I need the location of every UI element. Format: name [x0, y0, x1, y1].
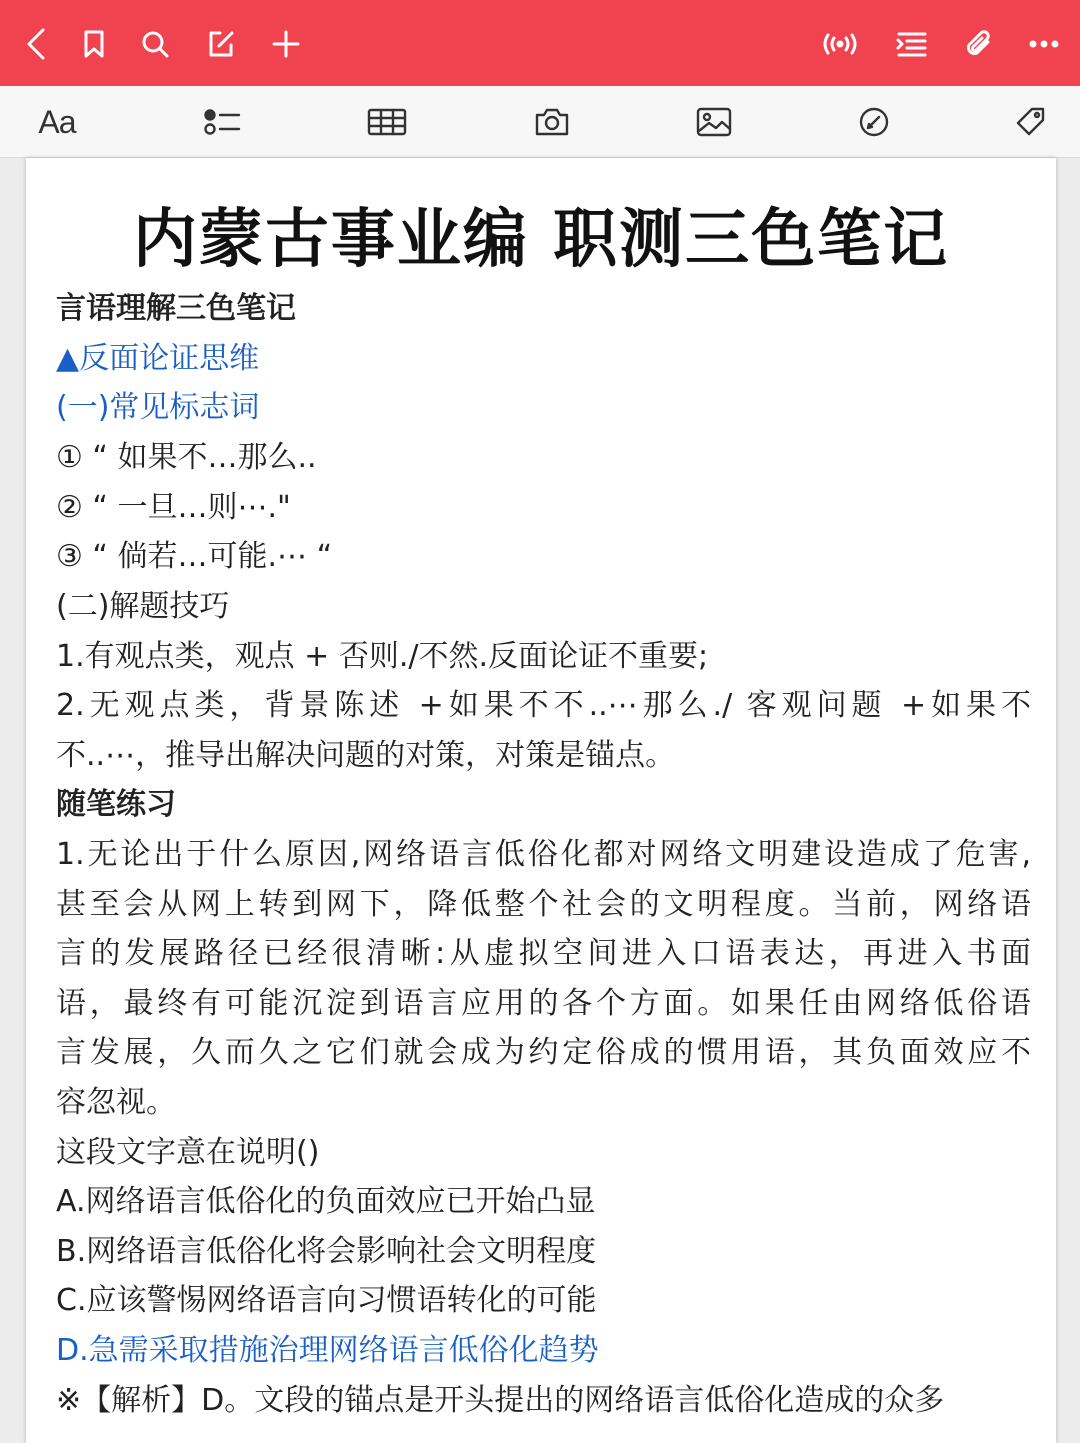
- marker-item: ① “ 如果不…那么..: [56, 440, 317, 475]
- passage-line: 言的发展路径已经很清晰:从虚拟空间进入口语表达，再进入书面: [56, 936, 1031, 971]
- option-c: C.应该警惕网络语言向习惯语转化的可能: [56, 1283, 597, 1318]
- attachment-icon[interactable]: [957, 22, 1001, 66]
- tip-line: 2.无观点类，背景陈述 +如果不不..⋯那么./ 客观问题 +如果不: [56, 688, 1031, 723]
- passage-line: 言发展，久而久之它们就会成为约定俗成的惯用语，其负面效应不: [56, 1035, 1031, 1070]
- edit-icon[interactable]: [199, 22, 243, 66]
- image-icon[interactable]: [692, 100, 736, 144]
- option-a: A.网络语言低俗化的负面效应已开始凸显: [56, 1184, 596, 1219]
- search-icon[interactable]: [133, 22, 177, 66]
- bookmark-icon[interactable]: [72, 22, 116, 66]
- subheading-tips: (二)解题技巧: [56, 589, 230, 624]
- tip-line: 1.有观点类，观点 + 否则./不然.反面论证不重要;: [56, 639, 709, 674]
- tip-line: 不..⋯，推导出解决问题的对策，对策是锚点。: [56, 738, 676, 773]
- passage-line: 容忽视。: [56, 1085, 176, 1120]
- passage-line: 1.无论出于什么原因,网络语言低俗化都对网络文明建设造成了危害,: [56, 837, 1031, 872]
- topic-heading: ▲反面论证思维: [56, 341, 260, 376]
- passage-line: 语，最终有可能沉淀到语言应用的各个方面。如果任由网络低俗语: [56, 986, 1031, 1021]
- question-stem: 这段文字意在说明(): [56, 1135, 320, 1170]
- top-nav-bar: [0, 0, 1080, 86]
- practice-heading: 随笔练习: [56, 787, 176, 822]
- option-b: B.网络语言低俗化将会影响社会文明程度: [56, 1234, 597, 1269]
- format-toolbar: [0, 86, 1080, 158]
- option-d-answer: D.急需采取措施治理网络语言低俗化趋势: [56, 1333, 599, 1368]
- font-style-button[interactable]: [32, 100, 82, 144]
- table-icon[interactable]: [364, 100, 410, 144]
- broadcast-icon[interactable]: [818, 22, 862, 66]
- font-style-label: Aa: [38, 103, 76, 140]
- back-icon[interactable]: [14, 22, 58, 66]
- pen-icon[interactable]: [852, 100, 896, 144]
- camera-icon[interactable]: [530, 100, 574, 144]
- add-icon[interactable]: [264, 22, 308, 66]
- note-title: 内蒙古事业编 职测三色笔记: [132, 203, 950, 277]
- checklist-icon[interactable]: [200, 100, 244, 144]
- section-heading: 言语理解三色笔记: [56, 291, 296, 326]
- marker-item: ② “ 一旦…则⋯.": [56, 490, 291, 525]
- more-icon[interactable]: [1022, 22, 1066, 66]
- marker-item: ③ “ 倘若…可能.⋯ “: [56, 539, 333, 574]
- tag-icon[interactable]: [1008, 100, 1052, 144]
- passage-line: 甚至会从网上转到网下，降低整个社会的文明程度。当前，网络语: [56, 887, 1031, 922]
- analysis-line: ※【解析】D。文段的锚点是开头提出的网络语言低俗化造成的众多: [56, 1383, 945, 1418]
- outline-icon[interactable]: [889, 22, 933, 66]
- note-page[interactable]: [26, 158, 1056, 1443]
- subheading-markers: (一)常见标志词: [56, 390, 260, 425]
